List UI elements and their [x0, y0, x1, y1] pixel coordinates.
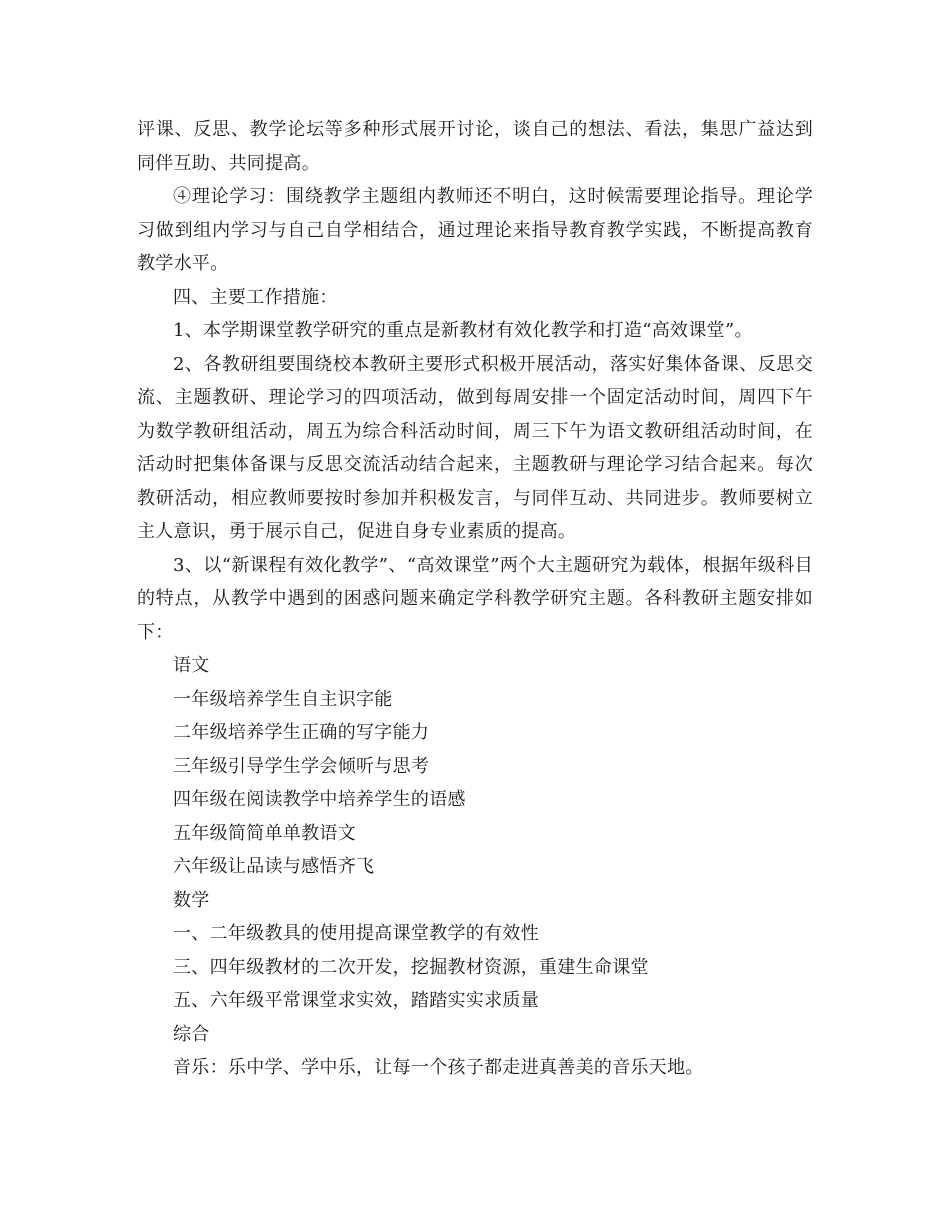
- paragraph-continuation: 评课、反思、教学论坛等多种形式展开讨论，谈自己的想法、看法，集思广益达到同伴互助、共同提高。: [137, 119, 813, 174]
- list-item: 二年级培养学生正确的写字能力: [173, 722, 430, 743]
- measure-item-3: 3、以“新课程有效化教学”、“高效课堂”两个大主题研究为载体，根据年级科目的特点，从教学中遇到的困惑问题来确定学科教学研究主题。各科教研主题安排如下：: [137, 554, 813, 643]
- measure-item-1: 1、本学期课堂教学研究的重点是新教材有效化教学和打造“高效课堂”。: [173, 320, 753, 341]
- paragraph-theory-study: ④理论学习：围绕教学主题组内教师还不明白，这时候需要理论指导。理论学习做到组内学习与自己自学相结合，通过理论来指导教育教学实践，不断提高教育教学水平。: [137, 186, 813, 274]
- list-item: 一、二年级教具的使用提高课堂教学的有效性: [173, 923, 539, 944]
- list-item: 五、六年级平常课堂求实效，踏踏实实求质量: [173, 990, 539, 1011]
- subject-heading-general: 综合: [173, 1023, 210, 1045]
- document-body: [137, 113, 813, 1085]
- list-item: 一年级培养学生自主识字能: [173, 688, 393, 710]
- section-heading-measures: 四、主要工作措施：: [173, 286, 338, 308]
- subject-heading-chinese: 语文: [173, 655, 210, 676]
- list-item: 四年级在阅读教学中培养学生的语感: [173, 789, 466, 810]
- list-item: 六年级让品读与感悟齐飞: [173, 856, 375, 877]
- list-item: 三、四年级教材的二次开发，挖掘教材资源，重建生命课堂: [173, 956, 649, 978]
- list-item: 音乐：乐中学、学中乐，让每一个孩子都走进真善美的音乐天地。: [173, 1057, 704, 1078]
- list-item: 五年级简简单单教语文: [173, 822, 356, 844]
- subject-heading-math: 数学: [173, 889, 210, 911]
- list-item: 三年级引导学生学会倾听与思考: [173, 755, 430, 777]
- measure-item-2: 2、各教研组要围绕校本教研主要形式积极开展活动，落实好集体备课、反思交流、主题教研、理论学习的四项活动，做到每周安排一个固定活动时间，周四下午为数学教研组活动，周五为综合科活动时间，周三下午为语文教研组活动时间，在活动时把集体备课与反思交流活动结合起来，主题教研与理论学习结合起来。每次教研活动，相应教师要按时参加并积极发言，与同伴互动、共同进步。教师要树立主人意识，勇于展示自己，促进自身专业素质的提高。: [137, 353, 813, 542]
